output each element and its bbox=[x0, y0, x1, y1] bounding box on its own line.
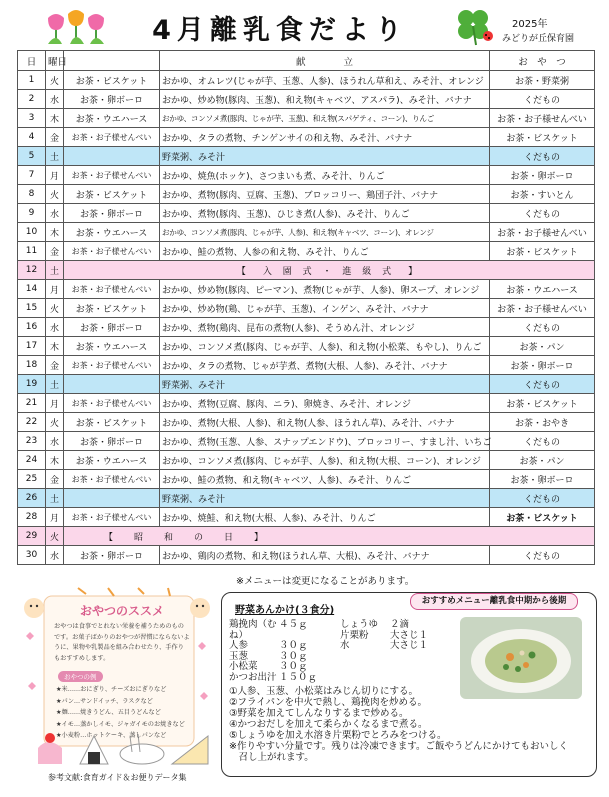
cell-day: 17 bbox=[18, 337, 46, 356]
header-am-snack bbox=[64, 51, 160, 71]
cell-am-snack: お茶・お子様せんべい bbox=[64, 128, 160, 147]
table-row bbox=[18, 318, 595, 337]
cell-pm-snack: お茶・野菜粥 bbox=[490, 71, 595, 90]
header-lunch: 献 立 bbox=[160, 51, 490, 71]
table-row bbox=[18, 166, 595, 185]
cell-weekday: 月 bbox=[46, 280, 64, 299]
cell-pm-snack: お茶・卵ボーロ bbox=[490, 470, 595, 489]
recipe-steps bbox=[229, 686, 589, 763]
cell-lunch: おかゆ、煮物(豚肉、豆腐、玉葱)、ブロッコリー、鶏団子汁、バナナ bbox=[160, 185, 490, 204]
table-row bbox=[18, 185, 595, 204]
list-item: ★イモ…蒸かしイモ、ジャガイモのお焼きなど bbox=[56, 720, 185, 728]
recipe-step: ④かつおだしを加えて柔らかくなるまで煮る。 bbox=[229, 719, 428, 730]
header-pm-snack: お や つ bbox=[490, 51, 595, 71]
cell-lunch: おかゆ、オムレツ(じゃが芋、玉葱、人参)、ほうれん草和え、みそ汁、オレンジ bbox=[160, 71, 490, 90]
snack-panel bbox=[18, 586, 214, 782]
cell-day: 1 bbox=[18, 71, 46, 90]
table-row bbox=[18, 147, 595, 166]
ingredient-name: しょうゆ bbox=[340, 619, 379, 630]
cell-am-snack: お茶・お子様せんべい bbox=[64, 242, 160, 261]
cell-am-snack: お茶・お子様せんべい bbox=[64, 508, 160, 527]
table-row bbox=[18, 375, 595, 394]
table-row bbox=[18, 261, 595, 280]
cell-weekday: 土 bbox=[46, 375, 64, 394]
table-row bbox=[18, 204, 595, 223]
ingredient-amount: １５０ｇ bbox=[279, 671, 318, 683]
cell-day: 28 bbox=[18, 508, 46, 527]
cell-am-snack: お茶・ビスケット bbox=[64, 413, 160, 432]
cell-pm-snack: お茶・卵ボーロ bbox=[490, 166, 595, 185]
year: 2025年 bbox=[512, 19, 548, 30]
cell-day: 23 bbox=[18, 432, 46, 451]
ingredient-amount: ３０ｇ bbox=[279, 661, 308, 672]
cell-lunch: 野菜粥、みそ汁 bbox=[160, 489, 490, 508]
cell-am-snack: お茶・卵ボーロ bbox=[64, 432, 160, 451]
cell-pm-snack: くだもの bbox=[490, 546, 595, 565]
table-row bbox=[18, 546, 595, 565]
cell-weekday: 火 bbox=[46, 299, 64, 318]
cell-weekday: 土 bbox=[46, 147, 64, 166]
cell-pm-snack: くだもの bbox=[490, 90, 595, 109]
cell-lunch: おかゆ、炒め物(鶏、じゃが芋、玉葱)、インゲン、みそ汁、バナナ bbox=[160, 299, 490, 318]
cell-lunch: おかゆ、煮物(大根、人参)、和え物(人参、ほうれん草)、みそ汁、バナナ bbox=[160, 413, 490, 432]
cell-am-snack: お茶・ウエハース bbox=[64, 451, 160, 470]
cell-weekday: 木 bbox=[46, 109, 64, 128]
cell-weekday: 金 bbox=[46, 356, 64, 375]
cell-weekday: 水 bbox=[46, 204, 64, 223]
cell-pm-snack: お茶・ビスケット bbox=[490, 394, 595, 413]
list-item: ★パン…サンドイッチ、ラスクなど bbox=[56, 697, 153, 705]
ingredient-amount: 大さじ１ bbox=[390, 640, 429, 651]
cell-day: 7 bbox=[18, 166, 46, 185]
cell-pm-snack: お茶・ビスケット bbox=[490, 128, 595, 147]
cell-lunch: 野菜粥、みそ汁 bbox=[160, 147, 490, 166]
cell-weekday: 水 bbox=[46, 546, 64, 565]
ingredients-left bbox=[229, 620, 339, 683]
cell-am-snack bbox=[64, 375, 160, 394]
table-row bbox=[18, 356, 595, 375]
cell-day: 16 bbox=[18, 318, 46, 337]
cell-event: 【 入 園 式 ・ 進 級 式 】 bbox=[64, 261, 595, 280]
table-row bbox=[18, 470, 595, 489]
cell-am-snack: お茶・卵ボーロ bbox=[64, 546, 160, 565]
cell-am-snack: お茶・ビスケット bbox=[64, 71, 160, 90]
cell-weekday: 土 bbox=[46, 261, 64, 280]
list-item: ★麺……焼きうどん、五目うどんなど bbox=[56, 709, 161, 716]
cell-day: 3 bbox=[18, 109, 46, 128]
snack-title: おやつのススメ bbox=[80, 604, 165, 618]
cell-pm-snack: くだもの bbox=[490, 318, 595, 337]
cell-event: 【 昭 和 の 日 】 bbox=[64, 527, 595, 546]
table-row bbox=[18, 337, 595, 356]
cell-am-snack: お茶・お子様せんべい bbox=[64, 166, 160, 185]
table-row bbox=[18, 489, 595, 508]
table-row bbox=[18, 299, 595, 318]
table-row bbox=[18, 71, 595, 90]
cell-weekday: 水 bbox=[46, 432, 64, 451]
menu-body bbox=[18, 71, 595, 565]
cell-day: 8 bbox=[18, 185, 46, 204]
ingredient-name: 片栗粉 bbox=[340, 629, 369, 641]
recipe-step: ②フライパンを中火で熱し、鶏挽肉を炒める。 bbox=[229, 697, 428, 708]
cell-weekday: 火 bbox=[46, 185, 64, 204]
reference: 参考文献:食育ガイド＆お便りデータ集 bbox=[48, 773, 187, 782]
list-item: ★米……おにぎり、チーズおにぎりなど bbox=[56, 686, 167, 693]
recipe-step: 召し上がれます。 bbox=[229, 752, 314, 763]
cell-weekday: 木 bbox=[46, 451, 64, 470]
recipe-name: 野菜あんかけ(３食分) bbox=[235, 605, 335, 616]
header bbox=[0, 0, 609, 50]
snack-list bbox=[56, 684, 185, 742]
cell-pm-snack: くだもの bbox=[490, 147, 595, 166]
cell-weekday: 火 bbox=[46, 71, 64, 90]
cell-day: 29 bbox=[18, 527, 46, 546]
cell-pm-snack: くだもの bbox=[490, 432, 595, 451]
cell-weekday: 土 bbox=[46, 489, 64, 508]
recipe-step: ⑤しょうゆを加え水溶き片栗粉でとろみをつける。 bbox=[229, 730, 447, 741]
cell-am-snack: お茶・お子様せんべい bbox=[64, 394, 160, 413]
ingredients-right bbox=[340, 620, 450, 652]
table-row bbox=[18, 527, 595, 546]
cell-day: 18 bbox=[18, 356, 46, 375]
cell-day: 24 bbox=[18, 451, 46, 470]
header-day: 日 bbox=[18, 51, 46, 71]
ingredient-name: 水 bbox=[340, 640, 350, 651]
ingredient-name: 小松菜 bbox=[229, 661, 258, 672]
table-row bbox=[18, 128, 595, 147]
cell-lunch: おかゆ、煮物(鶏肉、昆布の煮物(人参)、そうめん汁、オレンジ bbox=[160, 318, 490, 337]
recipe-tag: おすすめメニュー離乳食中期から後期 bbox=[410, 593, 578, 610]
snack-list-title: おやつの例 bbox=[58, 671, 103, 682]
cell-weekday: 月 bbox=[46, 508, 64, 527]
cell-lunch: おかゆ、鮭の煮物、和え物(キャベツ、人参)、みそ汁、りんご bbox=[160, 470, 490, 489]
menu-change-note: ※メニューは変更になることがあります。 bbox=[236, 576, 415, 587]
cell-am-snack bbox=[64, 489, 160, 508]
cell-pm-snack: お茶・パン bbox=[490, 451, 595, 470]
ingredient-name: 人参 bbox=[229, 640, 249, 651]
ingredient-amount: ２滴 bbox=[390, 619, 410, 630]
cell-pm-snack: お茶・ビスケット bbox=[490, 242, 595, 261]
cell-am-snack: お茶・ウエハース bbox=[64, 223, 160, 242]
cell-lunch: おかゆ、タラの煮物、じゃが芋煮、煮物(大根、人参)、みそ汁、バナナ bbox=[160, 356, 490, 375]
tulip-icon bbox=[42, 6, 112, 46]
cell-day: 19 bbox=[18, 375, 46, 394]
cell-weekday: 金 bbox=[46, 128, 64, 147]
cell-day: 22 bbox=[18, 413, 46, 432]
menu-table bbox=[17, 50, 595, 565]
cell-am-snack: お茶・ウエハース bbox=[64, 109, 160, 128]
ingredient-name: かつお出汁 bbox=[229, 671, 277, 683]
cell-am-snack: お茶・ビスケット bbox=[64, 185, 160, 204]
cell-day: 26 bbox=[18, 489, 46, 508]
cell-am-snack bbox=[64, 147, 160, 166]
cell-pm-snack: お茶・お子様せんべい bbox=[490, 299, 595, 318]
cell-day: 25 bbox=[18, 470, 46, 489]
table-header-row bbox=[18, 51, 595, 71]
cell-pm-snack: お茶・卵ボーロ bbox=[490, 356, 595, 375]
cell-day: 12 bbox=[18, 261, 46, 280]
cell-lunch: おかゆ、炒め物(豚肉、玉葱)、和え物(キャベツ、アスパラ)、みそ汁、バナナ bbox=[160, 90, 490, 109]
ingredient-name: 鶏挽肉（むね） bbox=[229, 619, 277, 641]
table-row bbox=[18, 280, 595, 299]
cell-lunch: おかゆ、コンソメ煮(豚肉、じゃが芋、人参)、和え物(大根、コーン)、オレンジ bbox=[160, 451, 490, 470]
cell-day: 9 bbox=[18, 204, 46, 223]
cell-am-snack: お茶・お子様せんべい bbox=[64, 280, 160, 299]
cell-day: 30 bbox=[18, 546, 46, 565]
snack-body: おやつは食事でとれない栄養を補うためのものです。お菓子ばかりのおやつが習慣にならないように、果物や乳製品を組み合わせたり、手作りもおすすめします。 bbox=[54, 623, 190, 662]
table-row bbox=[18, 432, 595, 451]
cell-am-snack: お茶・お子様せんべい bbox=[64, 356, 160, 375]
cell-weekday: 木 bbox=[46, 223, 64, 242]
cell-pm-snack: お茶・パン bbox=[490, 337, 595, 356]
cell-lunch: おかゆ、炒め物(豚肉、ピーマン)、煮物(じゃが芋、人参)、卵スープ、オレンジ bbox=[160, 280, 490, 299]
cell-weekday: 月 bbox=[46, 166, 64, 185]
cell-pm-snack: お茶・ウエハース bbox=[490, 280, 595, 299]
cell-pm-snack: お茶・ビスケット bbox=[490, 508, 595, 527]
cell-am-snack: お茶・ウエハース bbox=[64, 337, 160, 356]
table-row bbox=[18, 90, 595, 109]
cell-pm-snack: お茶・すいとん bbox=[490, 185, 595, 204]
cell-day: 4 bbox=[18, 128, 46, 147]
nursery-name: みどりが丘保育園 bbox=[502, 34, 575, 44]
cell-day: 10 bbox=[18, 223, 46, 242]
ingredient-amount: 大さじ１ bbox=[390, 629, 429, 641]
table-row bbox=[18, 223, 595, 242]
cell-weekday: 月 bbox=[46, 394, 64, 413]
table-row bbox=[18, 394, 595, 413]
cell-lunch: 野菜粥、みそ汁 bbox=[160, 375, 490, 394]
cell-day: 11 bbox=[18, 242, 46, 261]
cell-weekday: 金 bbox=[46, 470, 64, 489]
cell-lunch: おかゆ、焼鮭、和え物(大根、人参)、みそ汁、りんご bbox=[160, 508, 490, 527]
cell-lunch: おかゆ、鮭の煮物、人参の和え物、みそ汁、りんご bbox=[160, 242, 490, 261]
cell-lunch: おかゆ、煮物(玉葱、人参、スナップエンドウ)、ブロッコリー、すまし汁、いちご bbox=[160, 432, 490, 451]
recipe-step: ①人参、玉葱、小松菜はみじん切りにする。 bbox=[229, 686, 419, 697]
list-item: ★小麦粉…ホットケーキ、蒸しパンなど bbox=[56, 732, 167, 739]
cell-weekday: 火 bbox=[46, 413, 64, 432]
table-row bbox=[18, 508, 595, 527]
ingredient-amount: ３０ｇ bbox=[279, 640, 308, 651]
cell-am-snack: お茶・卵ボーロ bbox=[64, 204, 160, 223]
cell-am-snack: お茶・お子様せんべい bbox=[64, 470, 160, 489]
cell-lunch: おかゆ、鶏肉の煮物、和え物(ほうれん草、大根)、みそ汁、バナナ bbox=[160, 546, 490, 565]
cell-pm-snack: くだもの bbox=[490, 204, 595, 223]
recipe-step: ※作りやすい分量です。残りは冷凍できます。ご飯やうどんにかけてもおいしく bbox=[229, 741, 568, 752]
cell-weekday: 火 bbox=[46, 527, 64, 546]
table-row bbox=[18, 413, 595, 432]
cell-am-snack: お茶・卵ボーロ bbox=[64, 90, 160, 109]
cell-weekday: 金 bbox=[46, 242, 64, 261]
ingredient-amount: ４５ｇ bbox=[279, 619, 308, 630]
cell-lunch: おかゆ、焼魚(ホッケ)、さつまいも煮、みそ汁、りんご bbox=[160, 166, 490, 185]
cell-lunch: おかゆ、煮物(豚肉、玉葱)、ひじき煮(人参)、みそ汁、りんご bbox=[160, 204, 490, 223]
ingredient-name: 玉葱 bbox=[229, 650, 249, 662]
cell-pm-snack: お茶・おやき bbox=[490, 413, 595, 432]
cell-day: 15 bbox=[18, 299, 46, 318]
cell-lunch: おかゆ、コンソメ煮(豚肉、じゃが芋、玉葱)、和え物(スパゲティ、コーン)、りんご bbox=[160, 109, 490, 128]
cell-weekday: 水 bbox=[46, 90, 64, 109]
ingredient-amount: ３０ｇ bbox=[279, 650, 308, 662]
cell-am-snack: お茶・卵ボーロ bbox=[64, 318, 160, 337]
cell-day: 5 bbox=[18, 147, 46, 166]
cell-pm-snack: くだもの bbox=[490, 489, 595, 508]
table-row bbox=[18, 451, 595, 470]
recipe-step: ③野菜を加えてしんなりするまで炒める。 bbox=[229, 708, 409, 719]
header-weekday: 曜日 bbox=[46, 51, 64, 71]
table-row bbox=[18, 242, 595, 261]
cell-pm-snack: くだもの bbox=[490, 375, 595, 394]
clover-icon bbox=[450, 6, 496, 46]
cell-weekday: 水 bbox=[46, 318, 64, 337]
page-title: 4月離乳食だより bbox=[152, 15, 408, 46]
cell-lunch: おかゆ、タラの煮物、チンゲンサイの和え物、みそ汁、バナナ bbox=[160, 128, 490, 147]
cell-day: 2 bbox=[18, 90, 46, 109]
cell-pm-snack: お茶・お子様せんべい bbox=[490, 223, 595, 242]
cell-lunch: おかゆ、コンソメ煮(豚肉、じゃが芋、人参)、和え物(小松菜、もやし)、りんご bbox=[160, 337, 490, 356]
cell-lunch: おかゆ、コンソメ煮(豚肉、じゃが芋、人参)、和え物(キャベツ、コーン)、オレンジ bbox=[160, 223, 490, 242]
cell-lunch: おかゆ、煮物(豆腐、豚肉、ニラ)、卵焼き、みそ汁、オレンジ bbox=[160, 394, 490, 413]
cell-day: 21 bbox=[18, 394, 46, 413]
cell-weekday: 木 bbox=[46, 337, 64, 356]
cell-am-snack: お茶・ビスケット bbox=[64, 299, 160, 318]
cell-day: 14 bbox=[18, 280, 46, 299]
table-row bbox=[18, 109, 595, 128]
cell-pm-snack: お茶・お子様せんべい bbox=[490, 109, 595, 128]
